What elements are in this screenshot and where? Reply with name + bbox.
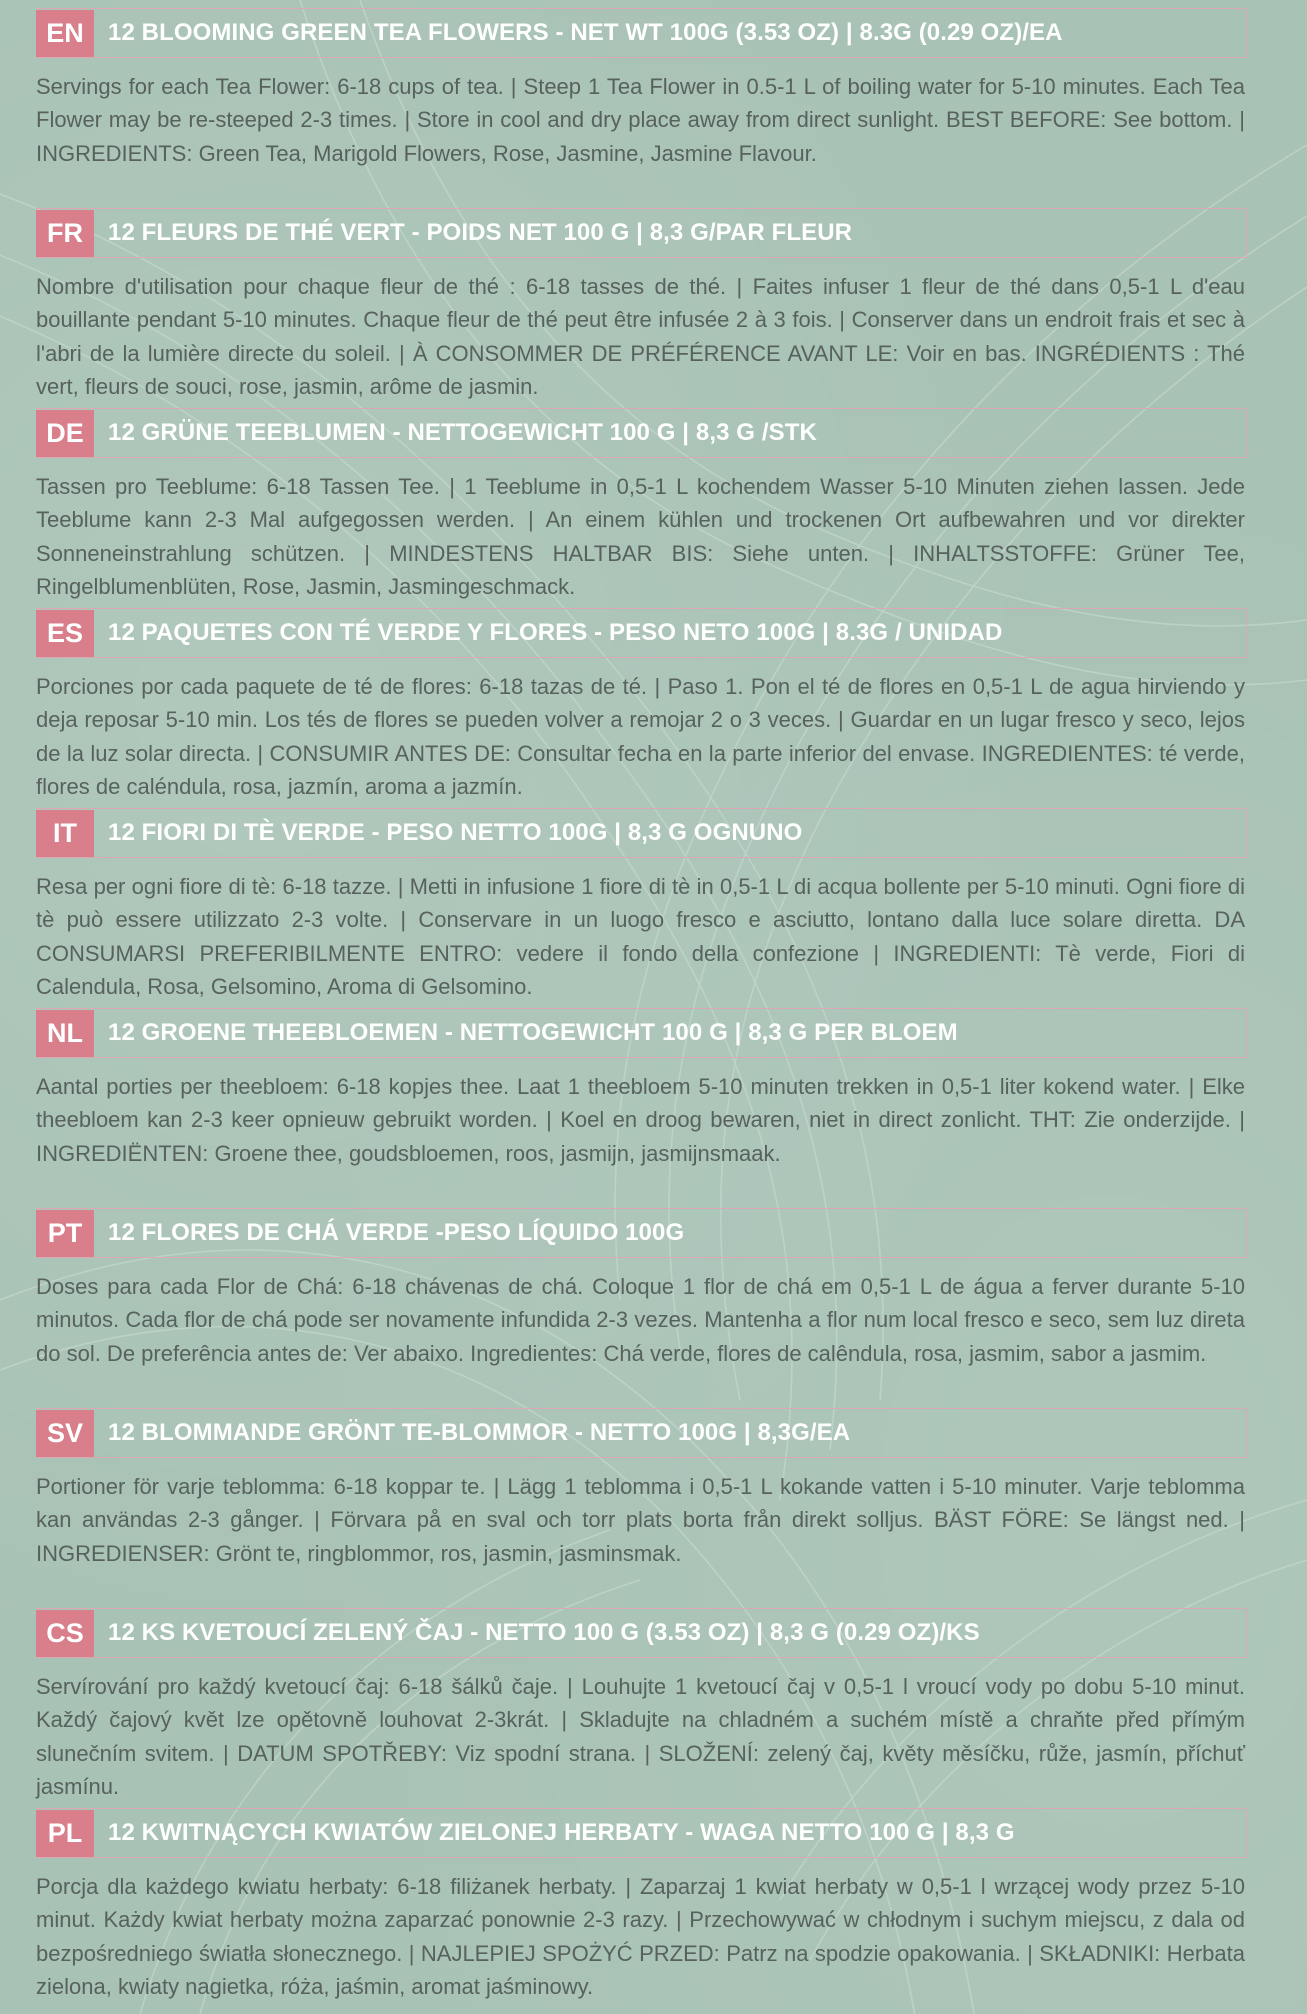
- section-es: [36, 608, 1247, 804]
- section-body: Portioner för varje teblomma: 6-18 koppar te. | Lägg 1 teblomma i 0,5-1 L kokande vatten i 5-10 minuter. Varje teblomma kan användas 2-3 gånger. | Förvara på en sval och torr plats borta från direkt solljus. BÄST FÖRE: Se längst ned. | INGREDIENSER: Grönt te, ringblommor, ros, jasmin, jasminsmak.: [36, 1474, 1245, 1566]
- section-cs: [36, 1608, 1247, 1804]
- language-code-badge: EN: [36, 10, 94, 57]
- language-code-badge: CS: [36, 1610, 94, 1657]
- section-body: Porcja dla każdego kwiatu herbaty: 6-18 filiżanek herbaty. | Zaparzaj 1 kwiat herbaty w 0,5-1 l wrzącej wody przez 5-10 minut. Każdy kwiat herbaty można zaparzać ponownie 2-3 razy. | Przechowywać w chłodnym i suchym miejscu, z dala od bezpośredniego światła słonecznego. | NAJLEPIEJ SPOŻYĆ PRZED: Patrz na spodzie opakowania. | SKŁADNIKI: Herbata zielona, kwiaty nagietka, róża, jaśmin, aromat jaśminowy.: [36, 1874, 1245, 2000]
- language-code-badge: SV: [36, 1410, 94, 1457]
- section-header: [36, 1008, 1247, 1058]
- section-body: Resa per ogni fiore di tè: 6-18 tazze. | Metti in infusione 1 fiore di tè in 0,5-1 L di acqua bollente per 5-10 minuti. Ogni fiore di tè può essere utilizzato 2-3 volte. | Conservare in un luogo fresco e asciutto, lontano dalla luce solare diretta. DA CONSUMARSI PREFERIBILMENTE ENTRO: vedere il fondo della confezione | INGREDIENTI: Tè verde, Fiori di Calendula, Rosa, Gelsomino, Aroma di Gelsomino.: [36, 874, 1245, 1000]
- section-nl: [36, 1008, 1247, 1170]
- section-body: Servings for each Tea Flower: 6-18 cups of tea. | Steep 1 Tea Flower in 0.5-1 L of boiling water for 5-10 minutes. Each Tea Flower may be re-steeped 2-3 times. | Store in cool and dry place away from direct sunlight. BEST BEFORE: See bottom. | INGREDIENTS: Green Tea, Marigold Flowers, Rose, Jasmine, Jasmine Flavour.: [36, 74, 1245, 166]
- section-title: 12 FLEURS DE THÉ VERT - POIDS NET 100 G | 8,3 G/PAR FLEUR: [108, 219, 853, 246]
- section-it: [36, 808, 1247, 1004]
- section-title: 12 FIORI DI TÈ VERDE - PESO NETTO 100G | 8,3 G OGNUNO: [108, 819, 803, 846]
- section-fr: [36, 208, 1247, 404]
- section-body: Servírování pro každý kvetoucí čaj: 6-18 šálků čaje. | Louhujte 1 kvetoucí čaj v 0,5-1 l vroucí vody po dobu 5-10 minut. Každý čajový květ lze opětovně louhovat 2-3krát. | Skladujte na chladném a suchém místě a chraňte před přímým slunečním svitem. | DATUM SPOTŘEBY: Viz spodní strana. | SLOŽENÍ: zelený čaj, květy měsíčku, růže, jasmín, příchuť jasmínu.: [36, 1674, 1245, 1800]
- section-body: Tassen pro Teeblume: 6-18 Tassen Tee. | 1 Teeblume in 0,5-1 L kochendem Wasser 5-10 Minuten ziehen lassen. Jede Teeblume kann 2-3 Mal aufgegossen werden. | An einem kühlen und trockenen Ort aufbewahren und vor direkter Sonneneinstrahlung schützen. | MINDESTENS HALTBAR BIS: Siehe unten. | INHALTSSTOFFE: Grüner Tee, Ringelblumenblüten, Rose, Jasmin, Jasmingeschmack.: [36, 474, 1245, 600]
- section-de: [36, 408, 1247, 604]
- section-header: [36, 208, 1247, 258]
- section-title: 12 BLOMMANDE GRÖNT TE-BLOMMOR - NETTO 100G | 8,3G/EA: [108, 1419, 851, 1446]
- section-title: 12 GROENE THEEBLOEMEN - NETTOGEWICHT 100 G | 8,3 G PER BLOEM: [108, 1019, 958, 1046]
- section-header: [36, 808, 1247, 858]
- section-sv: [36, 1408, 1247, 1570]
- language-code-badge: PL: [36, 1810, 94, 1857]
- language-code-badge: DE: [36, 410, 94, 457]
- section-title: 12 KS KVETOUCÍ ZELENÝ ČAJ - NETTO 100 G (3.53 OZ) | 8,3 G (0.29 OZ)/KS: [108, 1619, 980, 1646]
- section-body: Aantal porties per theebloem: 6-18 kopjes thee. Laat 1 theebloem 5-10 minuten trekken in 0,5-1 liter kokend water. | Elke theebloem kan 2-3 keer opnieuw gebruikt worden. | Koel en droog bewaren, niet in direct zonlicht. THT: Zie onderzijde. | INGREDIËNTEN: Groene thee, goudsbloemen, roos, jasmijn, jasmijnsmaak.: [36, 1074, 1245, 1166]
- section-header: [36, 1608, 1247, 1658]
- section-header: [36, 1208, 1247, 1258]
- section-title: 12 KWITNĄCYCH KWIATÓW ZIELONEJ HERBATY - WAGA NETTO 100 G | 8,3 G: [108, 1819, 1015, 1846]
- language-code-badge: NL: [36, 1010, 94, 1057]
- section-title: 12 GRÜNE TEEBLUMEN - NETTOGEWICHT 100 G | 8,3 G /STK: [108, 419, 817, 446]
- section-pt: [36, 1208, 1247, 1370]
- section-header: [36, 1408, 1247, 1458]
- section-header: [36, 8, 1247, 58]
- section-header: [36, 1808, 1247, 1858]
- language-code-badge: FR: [36, 210, 94, 257]
- section-header: [36, 608, 1247, 658]
- section-body: Nombre d'utilisation pour chaque fleur de thé : 6-18 tasses de thé. | Faites infuser 1 fleur de thé dans 0,5-1 L d'eau bouillante pendant 5-10 minutes. Chaque fleur de thé peut être infusée 2 à 3 fois. | Conserver dans un endroit frais et sec à l'abri de la lumière directe du soleil. | À CONSOMMER DE PRÉFÉRENCE AVANT LE: Voir en bas. INGRÉDIENTS : Thé vert, fleurs de souci, rose, jasmin, arôme de jasmin.: [36, 274, 1245, 400]
- section-pl: [36, 1808, 1247, 2004]
- section-title: 12 FLORES DE CHÁ VERDE -PESO LÍQUIDO 100G: [108, 1219, 685, 1246]
- language-code-badge: PT: [36, 1210, 94, 1257]
- section-en: [36, 8, 1247, 170]
- section-title: 12 PAQUETES CON TÉ VERDE Y FLORES - PESO NETO 100G | 8.3G / UNIDAD: [108, 619, 1003, 646]
- language-code-badge: ES: [36, 610, 94, 657]
- section-body: Porciones por cada paquete de té de flores: 6-18 tazas de té. | Paso 1. Pon el té de flores en 0,5-1 L de agua hirviendo y deja reposar 5-10 min. Los tés de flores se pueden volver a remojar 2 o 3 veces. | Guardar en un lugar fresco y seco, lejos de la luz solar directa. | CONSUMIR ANTES DE: Consultar fecha en la parte inferior del envase. INGREDIENTES: té verde, flores de caléndula, rosa, jazmín, aroma a jazmín.: [36, 674, 1245, 800]
- section-title: 12 BLOOMING GREEN TEA FLOWERS - NET WT 100G (3.53 OZ) | 8.3G (0.29 OZ)/EA: [108, 19, 1063, 46]
- section-header: [36, 408, 1247, 458]
- language-code-badge: IT: [36, 810, 94, 857]
- section-body: Doses para cada Flor de Chá: 6-18 chávenas de chá. Coloque 1 flor de chá em 0,5-1 L de água a ferver durante 5-10 minutos. Cada flor de chá pode ser novamente infundida 2-3 vezes. Mantenha a flor num local fresco e seco, sem luz direta do sol. De preferência antes de: Ver abaixo. Ingredientes: Chá verde, flores de calêndula, rosa, jasmim, sabor a jasmim.: [36, 1274, 1245, 1366]
